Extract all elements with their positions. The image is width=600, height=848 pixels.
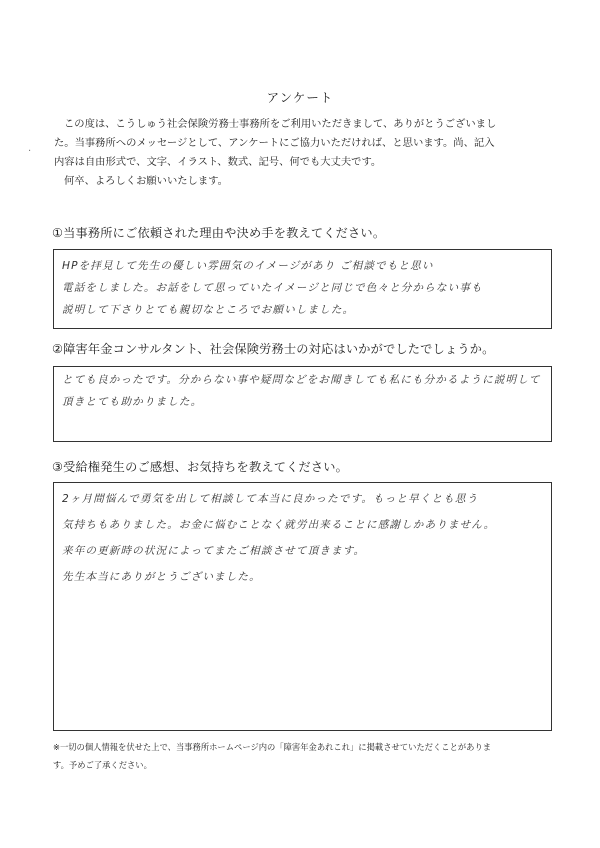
answer-line: とても良かったです。分からない事や疑問などをお聞きしても私にも分かるように説明して xyxy=(62,374,541,386)
footnote xyxy=(53,738,553,774)
page-title: アンケート xyxy=(266,90,334,105)
answer-box-1 xyxy=(53,249,552,329)
answer-line: HPを拝見して先生の優しい雰囲気のイメージがあり ご相談でもと思い xyxy=(62,260,434,272)
question-3-label: ③受給権発生のご感想、お気持ちを教えてください。 xyxy=(52,460,349,474)
answer-line: 説明して下さりとても親切なところでお願いしました。 xyxy=(62,304,355,316)
intro-text xyxy=(54,115,554,191)
answer-1-text xyxy=(62,255,545,321)
answer-line: 電話をしました。お話をして思っていたイメージと同じで色々と分からない事も xyxy=(62,282,483,294)
answer-line: 頂きとても助かりました。 xyxy=(62,396,203,408)
answer-box-2 xyxy=(53,366,552,442)
answer-3-text xyxy=(62,486,545,590)
answer-line: 気持ちもありました。お金に悩むことなく就労出来ることに感謝しかありません。 xyxy=(62,519,496,531)
answer-line: 2ヶ月間悩んで勇気を出して相談して本当に良かったです。もっと早くとも思う xyxy=(62,493,479,505)
footnote-line: す。予めご了承ください。 xyxy=(53,760,152,770)
answer-box-3 xyxy=(53,482,552,731)
question-2-label: ②障害年金コンサルタント、社会保険労務士の対応はいかがでしたでしょうか。 xyxy=(52,342,495,356)
answer-line: 先生本当にありがとうございました。 xyxy=(62,571,261,583)
intro-line: この度は、こうしゅう社会保険労務士事務所をご利用いただきまして、ありがとうございまし xyxy=(64,118,497,130)
question-1-label: ①当事務所にご依頼された理由や決め手を教えてください。 xyxy=(52,226,386,240)
margin-mark: . xyxy=(28,143,32,154)
intro-line: た。当事務所へのメッセージとして、アンケートにご協力いただければ、と思います。尚、記入 xyxy=(54,137,495,149)
footnote-line: ※一切の個人情報を伏せた上で、当事務所ホームページ内の「障害年金あれこれ」に掲載させていただくことがありま xyxy=(53,742,492,752)
answer-line: 来年の更新時の状況によってまたご相談させて頂きます。 xyxy=(62,545,366,557)
intro-line: 内容は自由形式で、文字、イラスト、数式、記号、何でも大丈夫です。 xyxy=(54,156,382,168)
intro-line: 何卒、よろしくお願いいたします。 xyxy=(64,175,228,187)
answer-2-text xyxy=(62,369,545,413)
